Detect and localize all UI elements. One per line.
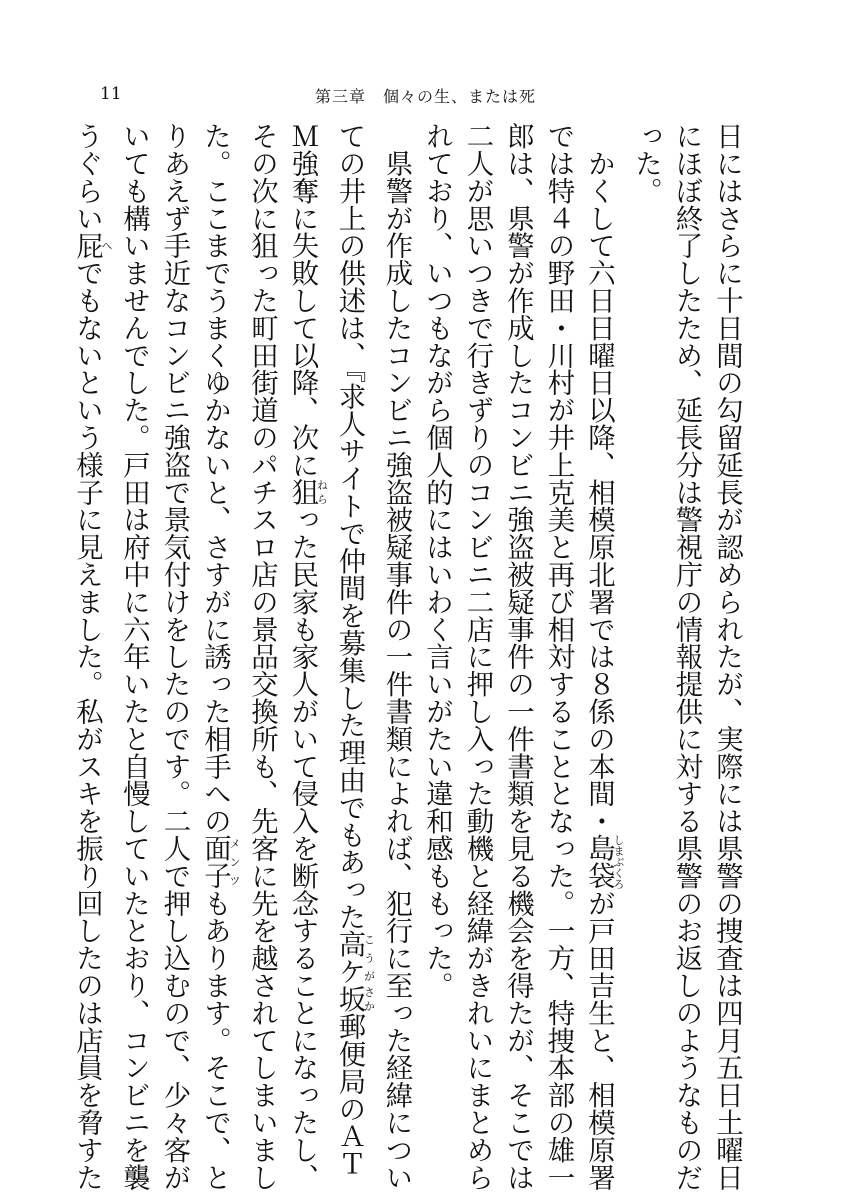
ruby-reading: しまぶくろ <box>612 834 625 890</box>
ruby-reading: へ <box>100 231 113 260</box>
running-head: 第三章 個々の生、または死 <box>315 87 537 106</box>
ruby-kouga: 高ケこうが <box>333 930 376 986</box>
text-line: 県警が作成したコンビニ強盗被疑事件の一件書類によれば、犯行に至った経緯につい <box>380 122 412 1191</box>
text-line-with-ruby: Ｍ強奪に失敗して以降、次に狙ねらった民家も家人がいて侵入を断念することになったし、 <box>286 122 329 1191</box>
text-line-with-ruby: た。ここまでうまくゆかないと、さすがに誘った相手への面子メンツもあります。そこで、と <box>199 122 241 1191</box>
ruby-reading: メンツ <box>228 834 241 890</box>
text-line: いても構いませんでした。戸田は府中に六年いたと自慢していたとおり、コンビニを襲 <box>118 122 149 1191</box>
ruby-reading: さか <box>362 985 376 1013</box>
ruby-reading: ねら <box>315 478 329 506</box>
vertical-body-text <box>71 122 746 1191</box>
ruby-he: 屁へ <box>71 231 113 260</box>
text-line: その次に狙った町田街道のパチスロ店の景品交換所も、先客に先を越されてしまいまし <box>246 122 277 1191</box>
text-line: 日にはさらに十日間の勾留延長が認められたが、実際には県警の捜査は四月五日土曜日 <box>711 122 742 1191</box>
ruby-shimabukuro-pre: かくして六日日曜日以降、相模原北署では８係の本間・ <box>583 122 614 835</box>
ruby-nera: 狙ねら <box>286 478 329 506</box>
text-line: 郎は、県警が作成したコンビニ強盗被疑事件の一件書類を見る機会を得たが、そこでは <box>502 122 533 1191</box>
ruby-shimabukuro: 島袋しまぶくろ <box>583 834 625 890</box>
text-line-with-ruby: かくして六日日曜日以降、相模原北署では８係の本間・島袋しまぶくろが戸田吉生と、相模原署 <box>583 122 625 1191</box>
page-header <box>0 84 841 108</box>
ruby-reading: こうが <box>362 930 376 986</box>
text-line-with-ruby: うぐらい屁へでもないという様子に見えました。私がスキを振り回したのは店員を脅すた <box>71 122 113 1191</box>
ruby-mentsu: 面子メンツ <box>199 834 241 890</box>
text-line-with-ruby: ての井上の供述は、『求人サイトで仲間を募集した理由でもあった高ケこうが坂さか郵便局のＡＴ <box>333 122 376 1177</box>
text-line: では特４の野田・川村が井上克美と再び相対することとなった。一方、特捜本部の雄一 <box>542 122 574 1191</box>
text-line: れており、いつもながら個人的にはいわく言いがたい違和感ももった。 <box>421 122 452 999</box>
text-line: った。 <box>630 122 661 205</box>
page-number: 11 <box>100 84 122 104</box>
ruby-saka: 坂さか <box>333 985 376 1013</box>
text-line: にほぼ終了したため、延長分は警視庁の情報提供に対する県警のお返しのようなものだ <box>670 122 702 1191</box>
text-line: 二人が思いつきで行きずりのコンビニ二店に押し入った動機と経緯がきれいにまとめら <box>461 122 493 1191</box>
text-line: りあえず手近なコンビニ強盗で景気付けをしたのです。二人で押し込むので、少々客が <box>158 122 190 1191</box>
